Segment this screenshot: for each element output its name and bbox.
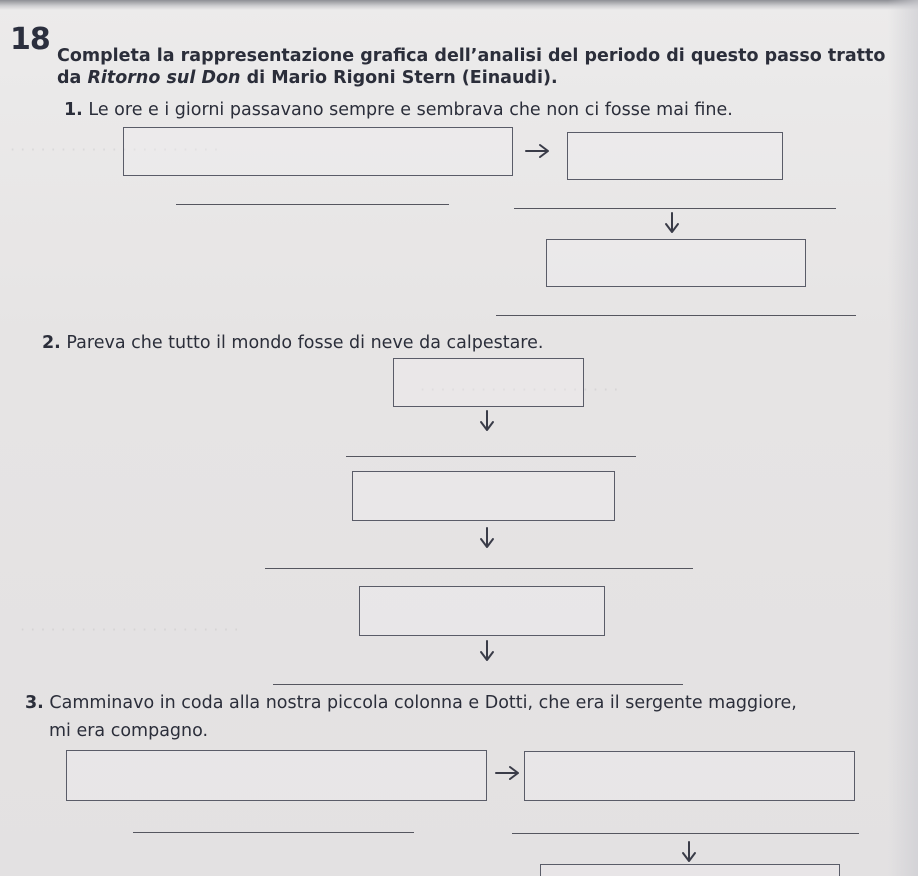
item-3-number: 3. bbox=[25, 693, 44, 713]
item-2-number: 2. bbox=[42, 333, 61, 353]
item-1-sentence bbox=[64, 99, 733, 121]
item-1-box-coordinate[interactable] bbox=[567, 132, 783, 180]
item-2-answer-line-3[interactable] bbox=[273, 684, 683, 685]
arrow-down-icon bbox=[478, 527, 496, 549]
arrow-down-icon bbox=[478, 410, 496, 432]
item-2-box-subordinate-1[interactable] bbox=[352, 471, 615, 521]
exercise-number: 18 bbox=[10, 22, 50, 57]
item-3-box-subordinate[interactable] bbox=[540, 864, 840, 876]
item-3-box-coordinate[interactable] bbox=[524, 751, 855, 801]
arrow-down-icon bbox=[478, 640, 496, 662]
item-2-answer-line-2[interactable] bbox=[265, 568, 693, 569]
instructions-prefix: da bbox=[57, 68, 88, 88]
show-through-text: · · · · · · · · · · · · · · · · · · · · bbox=[420, 380, 619, 399]
instructions-line-1: Completa la rappresentazione grafica dell’analisi del periodo di questo passo tratto bbox=[57, 46, 886, 66]
item-2-sentence bbox=[42, 332, 543, 354]
item-1-box-subordinate[interactable] bbox=[546, 239, 806, 287]
item-3-sentence-line-1 bbox=[25, 692, 797, 714]
item-3-text-line-2: mi era compagno. bbox=[49, 721, 209, 741]
item-1-answer-line-2[interactable] bbox=[514, 208, 836, 209]
item-3-answer-line-2[interactable] bbox=[512, 833, 859, 834]
instructions-suffix: di Mario Rigoni Stern (Einaudi). bbox=[240, 68, 558, 88]
instructions-line-2 bbox=[57, 67, 558, 89]
item-1-answer-line-3[interactable] bbox=[496, 315, 856, 316]
item-1-text: Le ore e i giorni passavano sempre e sembrava che non ci fosse mai fine. bbox=[88, 100, 733, 120]
book-title: Ritorno sul Don bbox=[87, 68, 241, 88]
item-3-answer-line-1[interactable] bbox=[133, 832, 414, 833]
item-3-box-main-clause[interactable] bbox=[66, 750, 487, 801]
show-through-text: · · · · · · · · · · · · · · · · · · · · · · bbox=[20, 620, 239, 639]
item-2-text: Pareva che tutto il mondo fosse di neve da calpestare. bbox=[66, 333, 544, 353]
item-3-text-line-1: Camminavo in coda alla nostra piccola colonna e Dotti, che era il sergente maggiore, bbox=[49, 693, 797, 713]
item-1-number: 1. bbox=[64, 100, 83, 120]
arrow-right-icon bbox=[525, 143, 551, 159]
page-right-edge bbox=[888, 0, 918, 876]
item-1-answer-line-1[interactable] bbox=[176, 204, 449, 205]
arrow-right-icon bbox=[495, 765, 521, 781]
item-2-box-subordinate-2[interactable] bbox=[359, 586, 605, 636]
item-2-answer-line-1[interactable] bbox=[346, 456, 636, 457]
page-top-edge bbox=[0, 0, 918, 10]
arrow-down-icon bbox=[680, 841, 698, 863]
item-2-box-main-clause[interactable] bbox=[393, 358, 584, 407]
show-through-text: · · · · · · · · · · · · · · · · · · · · · bbox=[10, 140, 219, 159]
item-1-box-main-clause[interactable] bbox=[123, 127, 513, 176]
arrow-down-icon bbox=[663, 212, 681, 234]
item-3-sentence-line-2 bbox=[49, 720, 208, 742]
